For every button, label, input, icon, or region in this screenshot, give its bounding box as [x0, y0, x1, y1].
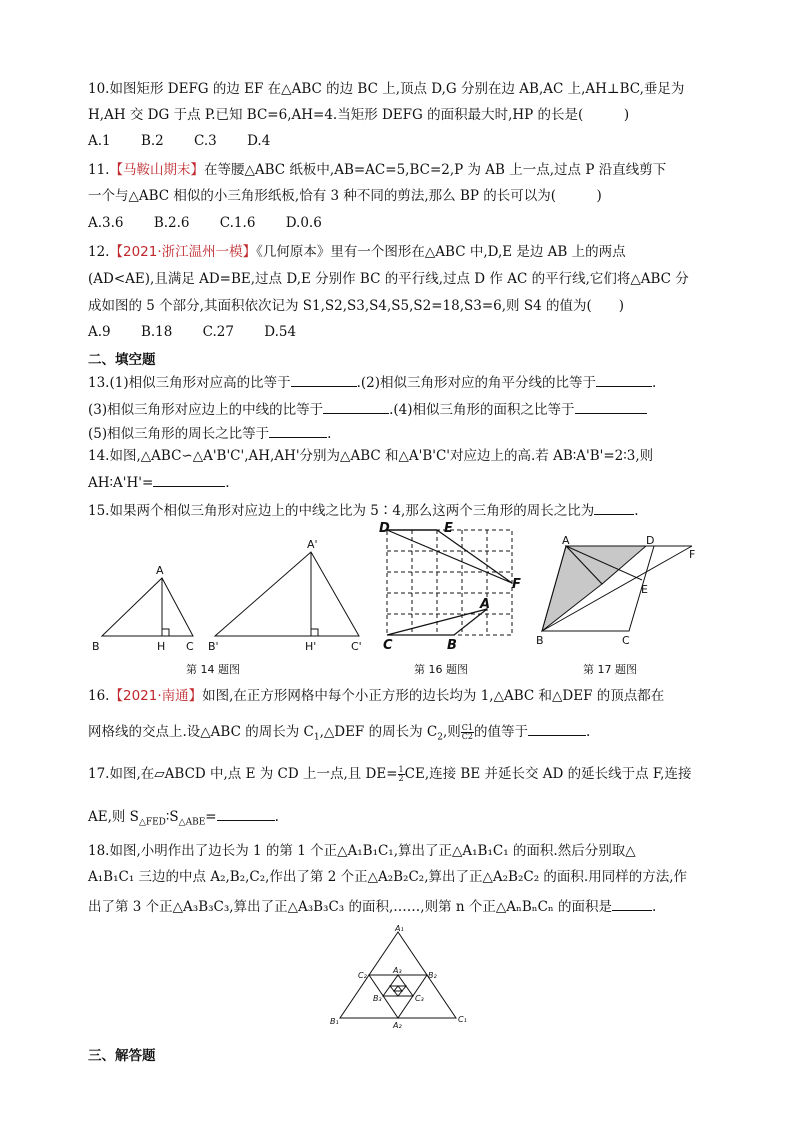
figure-14 [88, 535, 378, 660]
q13-part5: (5)相似三角形的周长之比等于 [88, 426, 270, 442]
q11-line2: 一个与△ABC 相似的小三角形纸板,恰有 3 种不同的剪法,那么 BP 的长可以为( ) [88, 188, 602, 204]
q17-line2: AE,则 $S_{\triangle FED}∶S_{\triangle ABE}=$ . [88, 806, 728, 832]
figure-17 [532, 535, 700, 655]
q10-line2: H,AH 交 DG 于点 P.已知 BC=6,AH=4.当矩形 DEFG 的面积最大时,HP 的长是( ) [88, 107, 630, 123]
q11-line1 [88, 161, 728, 179]
q12-option-a: A.9 [88, 324, 111, 340]
fig14-right-angle-mark [162, 629, 169, 636]
q12-line1 [88, 243, 728, 261]
q11-option-d: D.0.6 [285, 215, 322, 231]
q15-text: 15.如果两个相似三角形对应边上的中线之比为 5∶4,那么这两个三角形的周长之比为 [88, 503, 595, 519]
q16-frac-den: C2 [461, 732, 473, 741]
fig14-label-a-prime: A' [307, 538, 318, 551]
fig14-label-a: A [156, 564, 164, 577]
q17-line1 [88, 765, 728, 783]
q13-part2: .(2)相似三角形对应的角平分线的比等于 [356, 375, 597, 391]
q18-line3: 出了第 3 个正△A₃B₃C₃,算出了正△A₃B₃C₃ 的面积,……,则第 n 个正△AₙBₙCₙ 的面积是 . [88, 896, 728, 916]
q17-blank[interactable] [217, 806, 275, 821]
fig16-caption: 第 16 题图 [414, 663, 468, 676]
fig14-label-b-prime: B' [208, 640, 219, 653]
q18-blank[interactable] [612, 896, 652, 911]
q17-fraction [398, 766, 405, 783]
fig18-label-b3: B₃ [373, 994, 382, 1003]
q17-part3: AE,则 S [88, 809, 139, 825]
q16-part1: 网格线的交点上.设△ABC 的周长为 C [88, 724, 314, 740]
fig17-label-a: A [562, 535, 570, 547]
q14-line2: AH∶A'H'= . [88, 472, 728, 492]
fig14-label-c-prime: C' [351, 640, 362, 653]
fig16-label-e: E [444, 521, 453, 536]
fig14-triangle-a2b2c2 [215, 552, 359, 636]
q13-blank3[interactable] [323, 399, 389, 414]
fig17-label-e: E [641, 583, 648, 596]
fig16-label-d: D [379, 521, 390, 536]
q18-part1: 出了第 3 个正△A₃B₃C₃,算出了正△A₃B₃C₃ 的面积,……,则第 n 个正△AₙBₙCₙ 的面积是 [88, 899, 613, 915]
fig17-label-b: B [536, 634, 544, 647]
q16-line2: 网格线的交点上.设△ABC 的周长为 $C_1,\triangle DEF$ 的周长为 $C_2$,则 $\frac{C1}{C2}$ 的值等于 . [88, 723, 591, 743]
q17-sub1: △FED [138, 817, 166, 828]
q16-part4: 的值等于 [473, 724, 528, 740]
fig18-label-a3: A₃ [393, 966, 402, 975]
q17-part2: CE,连接 BE 并延长交 AD 的延长线于点 F,连接 [404, 766, 692, 782]
q16-part2: ,△DEF 的周长为 C [319, 724, 438, 740]
q16-sub1: 1 [313, 732, 320, 743]
fig14-right-angle-mark-2 [311, 629, 318, 636]
fig16-label-f: F [512, 577, 521, 592]
q13-part3: (3)相似三角形对应边上的中线的比等于 [88, 402, 324, 418]
q13-part1: 13.(1)相似三角形对应高的比等于 [88, 375, 291, 391]
q17-frac-num: 1 [398, 765, 404, 774]
fig14-label-c: C [186, 640, 194, 653]
fig14-triangle-abc [102, 578, 193, 636]
q16-frac-num: C1 [461, 723, 473, 732]
fig16-label-a: A [480, 597, 491, 612]
fig17-caption: 第 17 题图 [583, 663, 637, 676]
q12-option-b: B.18 [140, 324, 173, 340]
q11-number: 11. [88, 162, 110, 178]
q16-sub2: 2 [437, 732, 443, 743]
q12-number: 12. [88, 244, 110, 260]
q11-source-tag: 【马鞍山期末】 [109, 162, 204, 178]
fig14-label-h: H [157, 640, 166, 653]
fig18-label-c2: C₂ [358, 971, 367, 980]
q16-part3: ,则 [442, 724, 461, 740]
q17-part1: 17.如图,在▱ABCD 中,点 E 为 CD 上一点,且 DE= [88, 766, 398, 782]
q17-sub2: △ABE [178, 817, 206, 828]
fig18-label-c3: C₃ [415, 994, 424, 1003]
q12-line3: 成如图的 5 个部分,其面积依次记为 S1,S2,S3,S4,S5,S2=18,S3=6,则 S4 的值为( ) [88, 298, 624, 314]
q10-option-a: A.1 [88, 133, 111, 149]
q11-options [88, 214, 728, 232]
q16-text1: 如图,在正方形网格中每个小正方形的边长均为 1,△ABC 和△DEF 的顶点都在 [202, 688, 665, 704]
section-answer-title: 三、解答题 [88, 1048, 156, 1064]
q13-line3: (5)相似三角形的周长之比等于 . [88, 423, 728, 443]
q13-blank1[interactable] [291, 372, 357, 387]
fig16-triangle-def [387, 530, 512, 583]
q10-line1: 10.如图矩形 DEFG 的边 EF 在△ABC 的边 BC 上,顶点 D,G 分别在边 AB,AC 上,AH⊥BC,垂足为 [88, 81, 685, 97]
fig18-label-a1: A₁ [395, 924, 404, 933]
q11-option-c: C.1.6 [219, 215, 256, 231]
q16-source-tag: 【2021·南通】 [109, 688, 203, 704]
section-fill-in-title: 二、填空题 [88, 352, 156, 368]
q11-option-a: A.3.6 [88, 215, 124, 231]
figure-16 [377, 520, 532, 652]
q10-option-c: C.3 [194, 133, 217, 149]
q14-line1: 14.如图,△ABC∽△A'B'C',AH,AH'分别为△ABC 和△A'B'C'对应边上的高.若 AB∶A'B'=2∶3,则 [88, 448, 654, 464]
fig16-label-c: C [383, 638, 393, 652]
q12-option-d: D.54 [264, 324, 297, 340]
q13-blank2[interactable] [596, 372, 652, 387]
q13-line2 [88, 399, 728, 419]
q12-option-c: C.27 [202, 324, 234, 340]
q13-blank4[interactable] [575, 399, 647, 414]
q12-source-tag: 【2021·浙江温州一模】 [109, 244, 257, 260]
fig17-label-c: C [622, 634, 630, 647]
fig14-label-b: B [92, 640, 100, 653]
q11-option-b: B.2.6 [153, 215, 190, 231]
q11-text1: 在等腰△ABC 纸板中,AB=AC=5,BC=2,P 为 AB 上一点,过点 P 沿直线剪下 [203, 162, 667, 178]
q13-part4: .(4)相似三角形的面积之比等于 [389, 402, 575, 418]
q16-number: 16. [88, 688, 110, 704]
q12-text1: 《几何原本》里有一个图形在△ABC 中,D,E 是边 AB 上的两点 [256, 244, 626, 260]
fig14-label-h-prime: H' [305, 640, 317, 653]
q14-part1: AH∶A'H'= [88, 475, 154, 491]
q16-fraction [461, 724, 474, 741]
q18-line2: A₁B₁C₁ 三边的中点 A₂,B₂,C₂,作出了第 2 个正△A₂B₂C₂,算出了正△A₂B₂C₂ 的面积.用同样的方法,作 [88, 869, 687, 885]
fig18-triangle-5 [394, 986, 402, 991]
fig18-label-c1: C₁ [458, 1015, 467, 1024]
q10-option-b: B.2 [140, 133, 164, 149]
q12-line2: (AD<AE),且满足 AD=BE,过点 D,E 分别作 BC 的平行线,过点 D 作 AC 的平行线,它们将△ABC 分 [88, 271, 689, 287]
fig16-label-b: B [447, 638, 457, 652]
q17-part5: = [205, 809, 217, 825]
q13-blank5[interactable] [269, 423, 327, 438]
q16-blank[interactable] [528, 721, 586, 736]
figure-18 [322, 922, 472, 1030]
q13-line1: 13.(1)相似三角形对应高的比等于 .(2)相似三角形对应的角平分线的比等于 . [88, 372, 728, 392]
q18-line1: 18.如图,小明作出了边长为 1 的第 1 个正△A₁B₁C₁,算出了正△A₁B₁C₁ 的面积.然后分别取△ [88, 843, 636, 859]
fig14-caption: 第 14 题图 [186, 663, 240, 676]
fig18-label-b2: B₂ [428, 971, 437, 980]
q17-frac-den: 2 [398, 774, 404, 783]
q15-blank[interactable] [594, 500, 634, 515]
fig17-label-d: D [646, 535, 655, 547]
q16-line1 [88, 687, 728, 705]
q14-blank[interactable] [153, 472, 225, 487]
q12-options [88, 323, 728, 341]
fig18-label-a2: A₂ [393, 1021, 402, 1030]
fig17-label-f: F [689, 548, 696, 561]
q15-line1: 15.如果两个相似三角形对应边上的中线之比为 5∶4,那么这两个三角形的周长之比为 . [88, 500, 728, 520]
fig18-label-b1: B₁ [330, 1017, 339, 1026]
q10-options [88, 132, 728, 150]
q17-part4: ∶S [165, 809, 179, 825]
q10-option-d: D.4 [247, 133, 271, 149]
